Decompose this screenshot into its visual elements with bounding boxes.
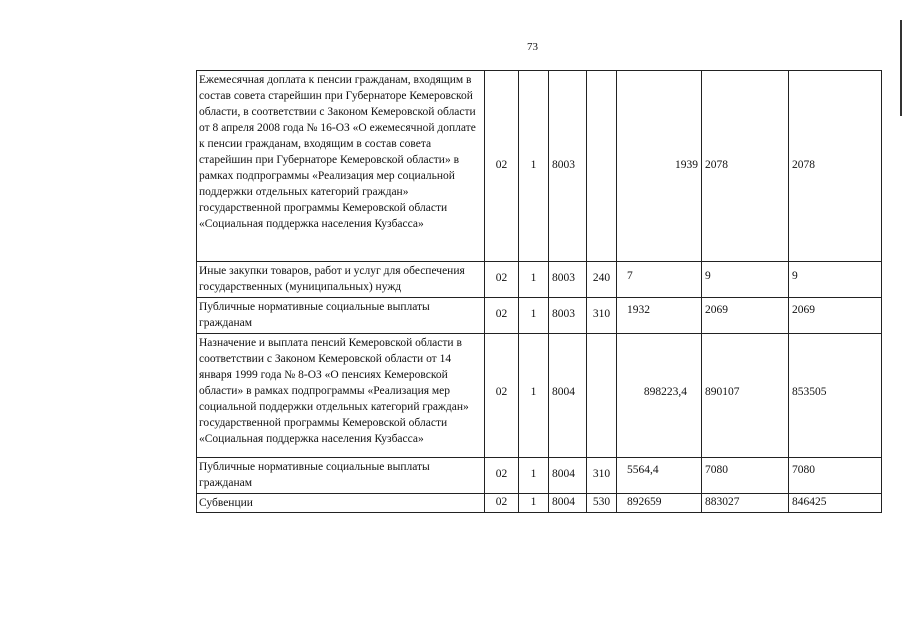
cell-amount-year2: 2069 [702,298,789,334]
cell-section: 02 [485,262,519,298]
row-name: Ежемесячная доплата к пенсии гражданам, входящим в состав совета старейшин при Губернаторе Кемеровской области, в соответствии с Законом Кемеровской области от 8 апреля 2008 года № 16-ОЗ «О ежемесячной доплате к пенсии гражданам, входящим в состав совета старейшин при Губернаторе Кемеровской области» в рамках подпрограммы «Реализация мер социальной поддержки отдельных категорий граждан» государственной программы Кемеровской области «Социальная поддержка населения Кузбасса» [197,71,485,262]
page-number: 73 [527,41,538,53]
cell-amount-year2: 9 [702,262,789,298]
cell-expense-type: 240 [587,262,617,298]
cell-amount-year2: 883027 [702,494,789,513]
table-row [197,458,882,494]
cell-code: 8004 [549,494,587,513]
cell-amount-year1: 7 [617,262,702,298]
cell-amount-year1: 892659 [617,494,702,513]
row-name: Иные закупки товаров, работ и услуг для обеспечения государственных (муниципальных) нужд [197,262,485,298]
cell-code: 8004 [549,458,587,494]
cell-amount-year1: 1939 [617,71,702,262]
page-edge-line [900,20,902,116]
table-row [197,494,882,513]
cell-program: 1 [519,458,549,494]
cell-code: 8003 [549,71,587,262]
table-row [197,334,882,458]
row-name: Публичные нормативные социальные выплаты гражданам [197,458,485,494]
table-row [197,262,882,298]
table-row [197,298,882,334]
cell-amount-year1: 1932 [617,298,702,334]
budget-table [196,70,882,513]
cell-section: 02 [485,458,519,494]
cell-code: 8003 [549,298,587,334]
table-row [197,71,882,262]
cell-section: 02 [485,334,519,458]
cell-program: 1 [519,262,549,298]
cell-amount-year2: 2078 [702,71,789,262]
row-name: Публичные нормативные социальные выплаты гражданам [197,298,485,334]
cell-section: 02 [485,494,519,513]
cell-section: 02 [485,71,519,262]
cell-expense-type [587,71,617,262]
row-name: Назначение и выплата пенсий Кемеровской области в соответствии с Законом Кемеровской области от 14 января 1999 года № 8-ОЗ «О пенсиях Кемеровской области» в рамках подпрограммы «Реализация мер социальной поддержки отдельных категорий граждан» государственной программы Кемеровской области «Социальная поддержка населения Кузбасса» [197,334,485,458]
cell-expense-type [587,334,617,458]
cell-program: 1 [519,298,549,334]
cell-program: 1 [519,494,549,513]
cell-code: 8003 [549,262,587,298]
cell-program: 1 [519,71,549,262]
cell-amount-year2: 890107 [702,334,789,458]
cell-amount-year1: 5564,4 [617,458,702,494]
cell-expense-type: 310 [587,458,617,494]
cell-amount-year3: 9 [789,262,882,298]
cell-amount-year3: 2069 [789,298,882,334]
cell-amount-year1: 898223,4 [617,334,702,458]
cell-amount-year3: 846425 [789,494,882,513]
cell-amount-year3: 7080 [789,458,882,494]
cell-code: 8004 [549,334,587,458]
cell-amount-year2: 7080 [702,458,789,494]
cell-amount-year3: 2078 [789,71,882,262]
cell-expense-type: 310 [587,298,617,334]
cell-section: 02 [485,298,519,334]
cell-amount-year3: 853505 [789,334,882,458]
cell-expense-type: 530 [587,494,617,513]
cell-program: 1 [519,334,549,458]
row-name: Субвенции [197,494,485,513]
